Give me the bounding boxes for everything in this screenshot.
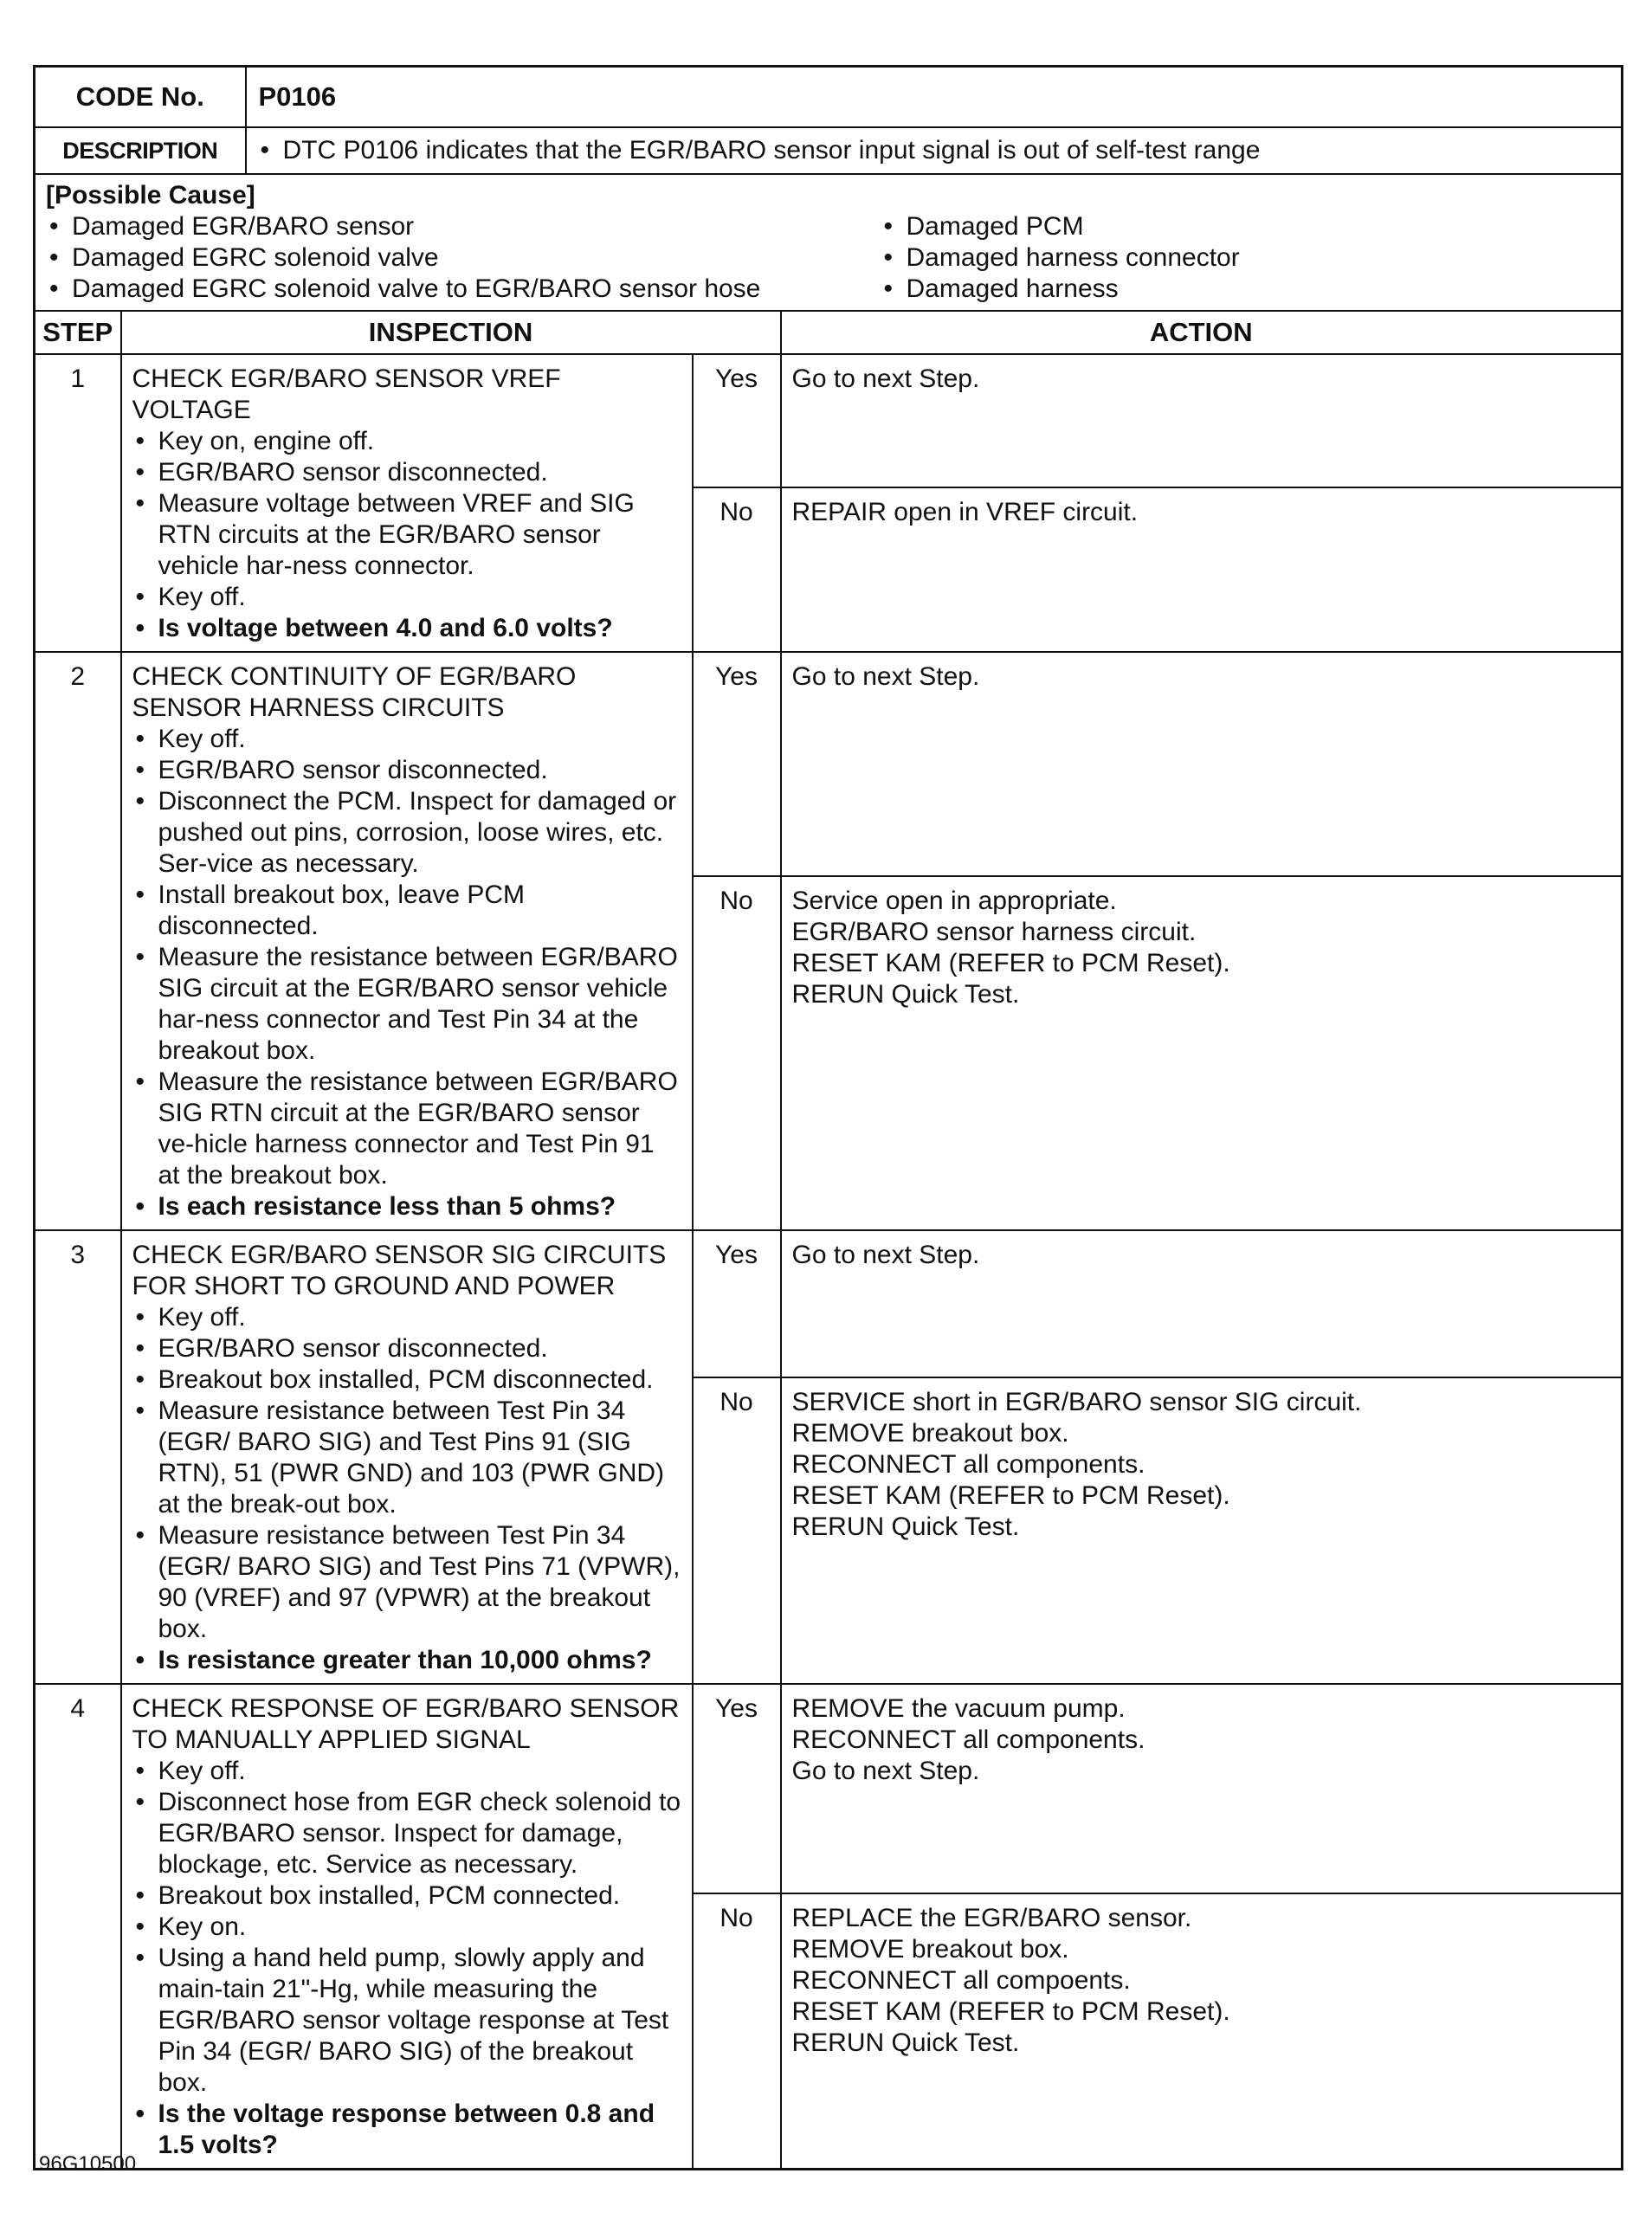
inspection-bullet: • Key off. xyxy=(132,724,681,755)
no-action xyxy=(781,1893,1623,2170)
inspection-bullet: • EGR/BARO sensor disconnected. xyxy=(132,1333,681,1364)
inspection-bullet: • Key off. xyxy=(132,582,681,613)
no-action xyxy=(781,876,1623,1230)
action-line: Go to next Step. xyxy=(791,1757,980,1785)
code-row xyxy=(35,67,1623,128)
yes-action xyxy=(781,1230,1623,1377)
inspection-bullet: • Measure resistance between Test Pin 34 (EGR/ BARO SIG) and Test Pins 91 (SIG RTN), 51 (PWR GND) and 103 (PWR GND) at the break-out box. xyxy=(132,1396,681,1520)
yes-label: Yes xyxy=(693,652,781,876)
action-line: RECONNECT all components. xyxy=(791,1725,1145,1754)
yes-label: Yes xyxy=(693,1230,781,1377)
inspection-bullet: • Key off. xyxy=(132,1756,681,1787)
action-line: RESET KAM (REFER to PCM Reset). xyxy=(791,1481,1230,1510)
inspection-bullet: • Measure resistance between Test Pin 34 (EGR/ BARO SIG) and Test Pins 71 (VPWR), 90 (VREF) and 97 (VPWR) at the breakout box. xyxy=(132,1520,681,1645)
action-line: REMOVE breakout box. xyxy=(791,1935,1069,1964)
possible-cause-section xyxy=(35,174,1623,311)
no-label: No xyxy=(693,487,781,652)
step-inspection xyxy=(121,1684,693,2170)
inspection-bullet: • Measure voltage between VREF and SIG RTN circuits at the EGR/BARO sensor vehicle har-ness connector. xyxy=(132,488,681,582)
cause-item: • Damaged PCM xyxy=(881,211,1611,242)
no-action xyxy=(781,487,1623,652)
inspection-bullet: • Install breakout box, leave PCM disconnected. xyxy=(132,880,681,942)
step-number: 2 xyxy=(35,652,121,1230)
inspection-bullet: • Disconnect hose from EGR check solenoid to EGR/BARO sensor. Inspect for damage, blockage, etc. Service as necessary. xyxy=(132,1787,681,1880)
diagnostic-document xyxy=(33,65,1621,2170)
inspection-bullet: • Using a hand held pump, slowly apply and main-tain 21"-Hg, while measuring the EGR/BARO sensor voltage response at Test Pin 34 (EGR/ BARO SIG) of the breakout box. xyxy=(132,1943,681,2099)
step-title: CHECK RESPONSE OF EGR/BARO SENSOR TO MANUALLY APPLIED SIGNAL xyxy=(132,1694,680,1754)
action-line: Go to next Step. xyxy=(791,364,980,393)
inspection-header: INSPECTION xyxy=(121,311,781,354)
yes-label: Yes xyxy=(693,354,781,487)
yes-action xyxy=(781,1684,1623,1893)
step-number: 3 xyxy=(35,1230,121,1684)
inspection-question: • Is voltage between 4.0 and 6.0 volts? xyxy=(132,613,681,644)
column-header-row xyxy=(35,311,1623,354)
inspection-question: • Is each resistance less than 5 ohms? xyxy=(132,1191,681,1222)
inspection-bullet: • EGR/BARO sensor disconnected. xyxy=(132,457,681,488)
description-text: • DTC P0106 indicates that the EGR/BARO sensor input signal is out of self-test range xyxy=(257,135,1611,166)
action-line: EGR/BARO sensor harness circuit. xyxy=(791,918,1197,946)
step-number: 1 xyxy=(35,354,121,652)
description-row xyxy=(35,127,1623,174)
step-title: CHECK CONTINUITY OF EGR/BARO SENSOR HARNESS CIRCUITS xyxy=(132,662,577,722)
no-label: No xyxy=(693,876,781,1230)
cause-item: • Damaged harness connector xyxy=(881,242,1611,274)
code-label: CODE No. xyxy=(35,67,246,128)
step-inspection xyxy=(121,1230,693,1684)
inspection-bullet: • Measure the resistance between EGR/BARO SIG circuit at the EGR/BARO sensor vehicle har-ness connector and Test Pin 34 at the breakout box. xyxy=(132,942,681,1067)
action-line: Service open in appropriate. xyxy=(791,887,1117,915)
cause-item: • Damaged EGR/BARO sensor xyxy=(46,211,773,242)
action-line: Go to next Step. xyxy=(791,662,980,691)
action-header: ACTION xyxy=(781,311,1623,354)
step-title: CHECK EGR/BARO SENSOR VREF VOLTAGE xyxy=(132,364,561,424)
step-inspection xyxy=(121,652,693,1230)
diagnostic-table xyxy=(33,65,1623,2170)
action-line: RERUN Quick Test. xyxy=(791,1512,1020,1541)
action-line: RESET KAM (REFER to PCM Reset). xyxy=(791,1997,1230,2026)
yes-action xyxy=(781,354,1623,487)
action-line: RECONNECT all compoents. xyxy=(791,1966,1131,1995)
yes-action xyxy=(781,652,1623,876)
cause-item: • Damaged EGRC solenoid valve xyxy=(46,242,773,274)
inspection-bullet: • Key on, engine off. xyxy=(132,426,681,457)
possible-cause-title: [Possible Cause] xyxy=(46,181,255,210)
description-value xyxy=(246,127,1623,174)
code-value: P0106 xyxy=(246,67,1623,128)
action-line: RECONNECT all components. xyxy=(791,1450,1145,1479)
action-line: SERVICE short in EGR/BARO sensor SIG circuit. xyxy=(791,1388,1362,1416)
possible-cause-row xyxy=(35,174,1623,311)
no-action xyxy=(781,1377,1623,1684)
step-number: 4 xyxy=(35,1684,121,2170)
action-line: RERUN Quick Test. xyxy=(791,980,1020,1009)
inspection-question: • Is resistance greater than 10,000 ohms? xyxy=(132,1645,681,1676)
yes-label: Yes xyxy=(693,1684,781,1893)
cause-item: • Damaged harness xyxy=(881,274,1611,305)
inspection-bullet: • Key on. xyxy=(132,1912,681,1943)
action-line: REPAIR open in VREF circuit. xyxy=(791,498,1139,526)
description-label: DESCRIPTION xyxy=(35,127,246,174)
step-inspection xyxy=(121,354,693,652)
inspection-bullet: • Breakout box installed, PCM disconnected. xyxy=(132,1364,681,1396)
inspection-bullet: • EGR/BARO sensor disconnected. xyxy=(132,755,681,786)
step-row-yes xyxy=(35,354,1623,487)
step-header: STEP xyxy=(35,311,121,354)
inspection-question: • Is the voltage response between 0.8 and 1.5 volts? xyxy=(132,2099,681,2161)
no-label: No xyxy=(693,1377,781,1684)
step-row-yes xyxy=(35,1230,1623,1377)
cause-item: • Damaged EGRC solenoid valve to EGR/BARO sensor hose xyxy=(46,274,773,305)
inspection-bullet: • Measure the resistance between EGR/BARO SIG RTN circuit at the EGR/BARO sensor ve-hicle harness connector and Test Pin 91 at the breakout box. xyxy=(132,1067,681,1191)
step-row-yes xyxy=(35,1684,1623,1893)
no-label: No xyxy=(693,1893,781,2170)
action-line: REPLACE the EGR/BARO sensor. xyxy=(791,1904,1192,1932)
action-line: REMOVE the vacuum pump. xyxy=(791,1694,1126,1723)
inspection-bullet: • Key off. xyxy=(132,1302,681,1333)
inspection-bullet: • Breakout box installed, PCM connected. xyxy=(132,1880,681,1912)
step-title: CHECK EGR/BARO SENSOR SIG CIRCUITS FOR SHORT TO GROUND AND POWER xyxy=(132,1241,667,1300)
action-line: RERUN Quick Test. xyxy=(791,2028,1020,2057)
action-line: Go to next Step. xyxy=(791,1241,980,1269)
action-line: REMOVE breakout box. xyxy=(791,1419,1069,1448)
figure-id: 96G10500 xyxy=(39,2152,137,2176)
action-line: RESET KAM (REFER to PCM Reset). xyxy=(791,949,1230,977)
inspection-bullet: • Disconnect the PCM. Inspect for damaged or pushed out pins, corrosion, loose wires, etc. Ser-vice as necessary. xyxy=(132,786,681,880)
step-row-yes xyxy=(35,652,1623,876)
